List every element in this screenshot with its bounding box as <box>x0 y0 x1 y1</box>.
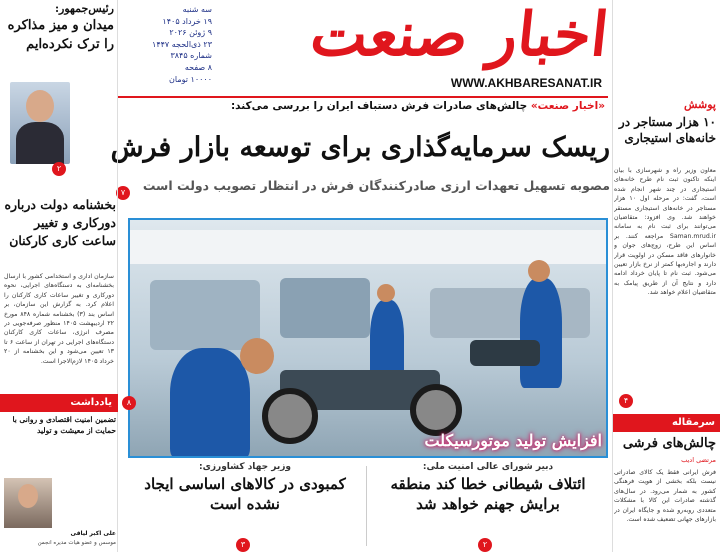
worker-figure <box>520 278 562 388</box>
column-divider <box>366 466 367 546</box>
newspaper-logo <box>228 0 612 70</box>
background-machine <box>150 280 260 350</box>
president-headline[interactable]: میدان و میز مذاکره را ترک نکرده‌ایم <box>7 18 114 52</box>
date-lunar: ۲۳ ذی‌الحجه ۱۴۴۷ <box>152 39 212 49</box>
suit <box>16 122 64 164</box>
motorcycle-seat <box>470 340 540 366</box>
weekday: سه شنبه <box>182 5 212 14</box>
headline-page-badge: ۷ <box>116 186 130 200</box>
face <box>26 90 54 122</box>
masthead <box>118 0 612 98</box>
issue-number: شماره ۳۸۴۵ <box>170 51 212 61</box>
note-author-role: موسس و عضو هیات مدیره انجمن <box>37 540 116 546</box>
background-machine <box>430 288 590 338</box>
telework-headline[interactable]: بخشنامه دولت درباره دورکاری و تغییر ساعت کاری کارکنان <box>4 197 116 248</box>
worker-head <box>377 284 395 302</box>
date-gregorian: ۹ ژوئن ۲۰۲۶ <box>169 28 212 38</box>
president-kicker: رئیس‌جمهور: <box>54 2 114 15</box>
main-supertitle <box>125 100 605 112</box>
editorial-title[interactable]: چالش‌های فرشی <box>622 436 716 451</box>
rental-body: معاون وزیر راه و شهرسازی با بیان اینکه تاکنون ثبت نام طرح خانه‌های استیجاری در چند شهر انجام شده است، گفت: در مرحله اول ۱۰ هزار مستاجر در خانه‌های استیجاری مستقر خواهند شد. وی افزود: متقاضیان می‌توانند برای ثبت نام به سامانه Saman.mrud.ir مراجعه کنند. بر اساس این طرح، زوج‌های جوان و خانوارهای فاقد مسکن در اولویت قرار دارند و اجاره‌بها کمتر از نرخ بازار تعیین می‌شود. ثبت نام تا پایان خرداد ادامه دارد و نتایج آن از طریق پیامک به متقاضیان اعلام خواهد شد. <box>614 167 716 297</box>
date-solar: ۱۹ خرداد ۱۴۰۵ <box>162 16 212 26</box>
logo-text: اخبار صنعت <box>307 0 612 70</box>
author-photo <box>4 478 52 528</box>
rental-page-badge: ۴ <box>619 394 633 408</box>
story-kicker: دبیر شورای عالی امنیت ملی: <box>422 462 554 472</box>
rental-headline[interactable]: ۱۰ هزار مستاجر در خانه‌های استیجاری <box>618 115 716 145</box>
story-page-badge: ۲ <box>478 538 492 552</box>
telework-body: سازمان اداری و استخدامی کشور با ارسال بخشنامه‌ای به دستگاه‌های اجرایی، نحوه دورکاری و تغییر ساعات کاری کارکنان را اعلام کرد. به گزارش این سازمان، بر اساس بند (۳) بخشنامه شماره ۸۴۸ مورخ ۲۲ اردیبهشت ۱۴۰۵ منظور صرفه‌جویی در مصرف انرژی، ساعات کاری کارکنان دستگاه‌های اجرایی در تهران از ساعت ۶ تا ۱۳ تعیین می‌شود و این بخشنامه از ۲۰ خرداد ۱۴۰۵ لازم‌الاجرا است. <box>4 273 114 365</box>
story-page-badge: ۳ <box>236 538 250 552</box>
main-photo <box>128 218 608 458</box>
factory-ceiling <box>130 230 608 264</box>
president-photo <box>10 82 70 164</box>
page-count: ۸ صفحه <box>184 62 212 72</box>
note-author: علی اکبر لیاقی <box>70 530 116 537</box>
worker-figure <box>170 348 250 458</box>
note-title[interactable]: تضمین امنیت اقتصادی و روانی با حمایت از معیشت و تولید <box>12 415 116 435</box>
worker-head <box>528 260 550 282</box>
main-subhead: مصوبه تسهیل تعهدات ارزی صادرکنندگان فرش در انتظار تصویب دولت است <box>142 178 610 193</box>
main-headline[interactable]: ریسک سرمایه‌گذاری برای توسعه بازار فرش <box>110 132 610 163</box>
story-title: ائتلاف شیطانی خطا کند منطقه برایش جهنم خواهد شد <box>390 475 586 513</box>
masthead-rule <box>118 96 608 98</box>
story-title: کمبودی در کالاهای اساسی ایجاد نشده است <box>144 475 346 513</box>
editorial-body: فرش ایرانی فقط یک کالای صادراتی نیست بلکه بخشی از هویت فرهنگی کشور به شمار می‌رود. در سال‌های گذشته صادرات این کالا با مشکلات متعددی روبه‌رو شده و جایگاه ایران در بازارهای جهانی تضعیف شده است. <box>614 469 716 524</box>
coverage-kicker: پوشش <box>684 98 716 111</box>
note-header: یادداشت <box>0 394 118 412</box>
president-page-badge: ۲ <box>52 162 66 176</box>
supertitle-source: «اخبار صنعت» <box>530 100 605 112</box>
right-column <box>612 0 720 552</box>
website-url[interactable]: WWW.AKHBARESANAT.IR <box>450 76 602 90</box>
story-kicker: وزیر جهاد کشاورزی: <box>198 462 292 472</box>
motorcycle-wheel <box>262 388 318 444</box>
worker-head <box>240 338 274 374</box>
left-column <box>0 0 118 552</box>
issue-info <box>122 4 212 85</box>
face <box>18 484 38 508</box>
supertitle-text: چالش‌های صادرات فرش دستباف ایران را بررسی می‌کند: <box>230 100 528 112</box>
photo-page-badge: ۸ <box>122 396 136 410</box>
price: ۱۰۰۰۰ تومان <box>169 74 212 84</box>
photo-caption[interactable]: افزایش تولید موتورسیکلت <box>424 431 602 450</box>
background-machine <box>280 278 370 338</box>
editorial-author: مرتضی ادیب <box>681 456 716 464</box>
editorial-header: سرمقاله <box>613 414 720 432</box>
motorcycle-wheel <box>410 384 462 436</box>
